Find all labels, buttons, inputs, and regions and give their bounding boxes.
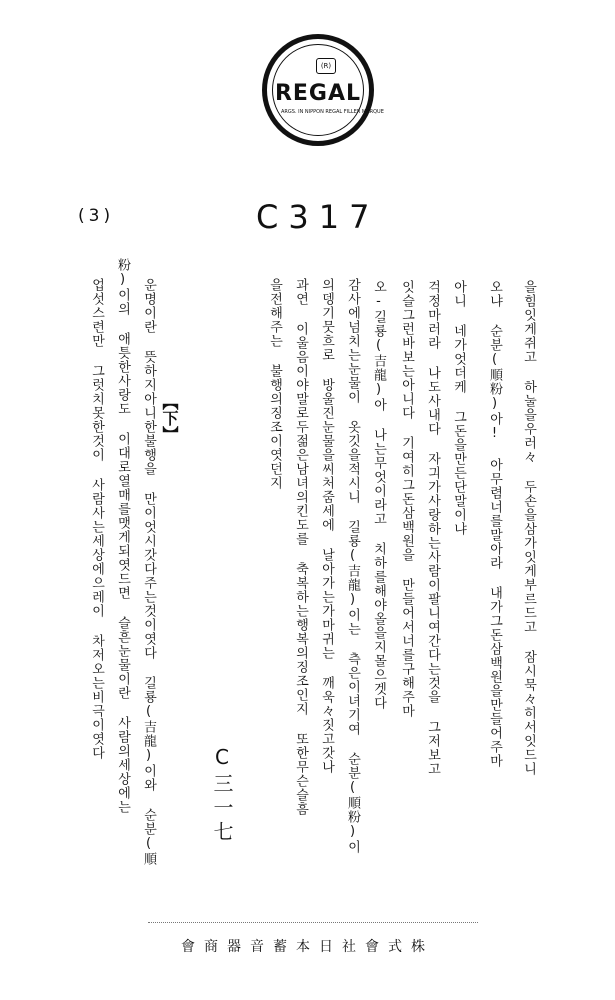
lyric-column-11: 운명이란 뜻하지아니한불행을 만이엇시갓다주는것이엿다 길룡(吉龍)이와 순분(順 bbox=[141, 278, 156, 866]
lyric-column-2: 오냐 순분(順粉)아! 아무렴너를말아라 내가그돈삼백원을만들어주마 bbox=[487, 280, 502, 768]
lyric-column-4: 걱정마러라 나도사내다 자긔가사랑하는사람이팔니여간다는것을 그저보고 bbox=[425, 280, 440, 776]
side-number: (3) bbox=[78, 206, 115, 226]
label-name: REGAL bbox=[274, 81, 362, 106]
logo-inner-ring bbox=[272, 44, 384, 136]
lyric-column-13: 업섯스련만 그럿치못한것이 사람사는세상에으레이 차저오는비극이엿다 bbox=[89, 278, 104, 760]
lyric-column-8: 의뎅기뭇흐로 방울진눈물을씨처줌세에 날아가는가마귀는 깨욱々짓고갓나 bbox=[319, 278, 334, 774]
label-subtext: ARGS. IN NIPPON REGAL FILLER MARQUE bbox=[281, 109, 384, 115]
lyric-column-7: 감사에넘치는눈물이 옷깃을적시니 길룡(吉龍)이는 측은이녀기여 순분(順粉)이 bbox=[345, 278, 360, 854]
record-code: C317 bbox=[256, 198, 380, 236]
part-marker: 【下】 bbox=[160, 394, 179, 442]
publisher-footer: 會商器音蓄本日社會式株 bbox=[181, 939, 434, 955]
lyric-column-10: 을전해주는 불행의징조이엿던지 bbox=[267, 278, 282, 490]
lyric-column-6: 오-길룡(吉龍)아 나는무엇이라고 치하를해야올을지몰으겟다 bbox=[371, 280, 386, 710]
lyric-column-1: 을힘잇게쥐고 하눌을우러々 두손을삼가잇게부르드고 잠시묵々히서잇드니 bbox=[521, 280, 536, 776]
record-code-kanji: C三一七 bbox=[210, 745, 234, 845]
footer-divider bbox=[148, 922, 478, 923]
record-emblem-icon: (R) bbox=[316, 58, 336, 74]
lyric-column-9: 과연 이울음이야말로두젊은남녀의킨도를 축복하는행복의징조인지 또한무슨슬흠 bbox=[293, 278, 308, 816]
lyric-column-12: 粉)이의 애틋한사랑도 이대로열매를맷게되엿드면 슬흔눈물이란 사람의세상에는 bbox=[115, 258, 130, 814]
lyric-column-5: 잇슬그런바보는아니다 기여히그돈삼백원을 만들어서너를구해주마 bbox=[399, 280, 414, 718]
lyric-column-3: 아니 네가엇더케 그돈을만든단말이냐 bbox=[451, 280, 466, 536]
regal-label-logo bbox=[262, 34, 384, 146]
